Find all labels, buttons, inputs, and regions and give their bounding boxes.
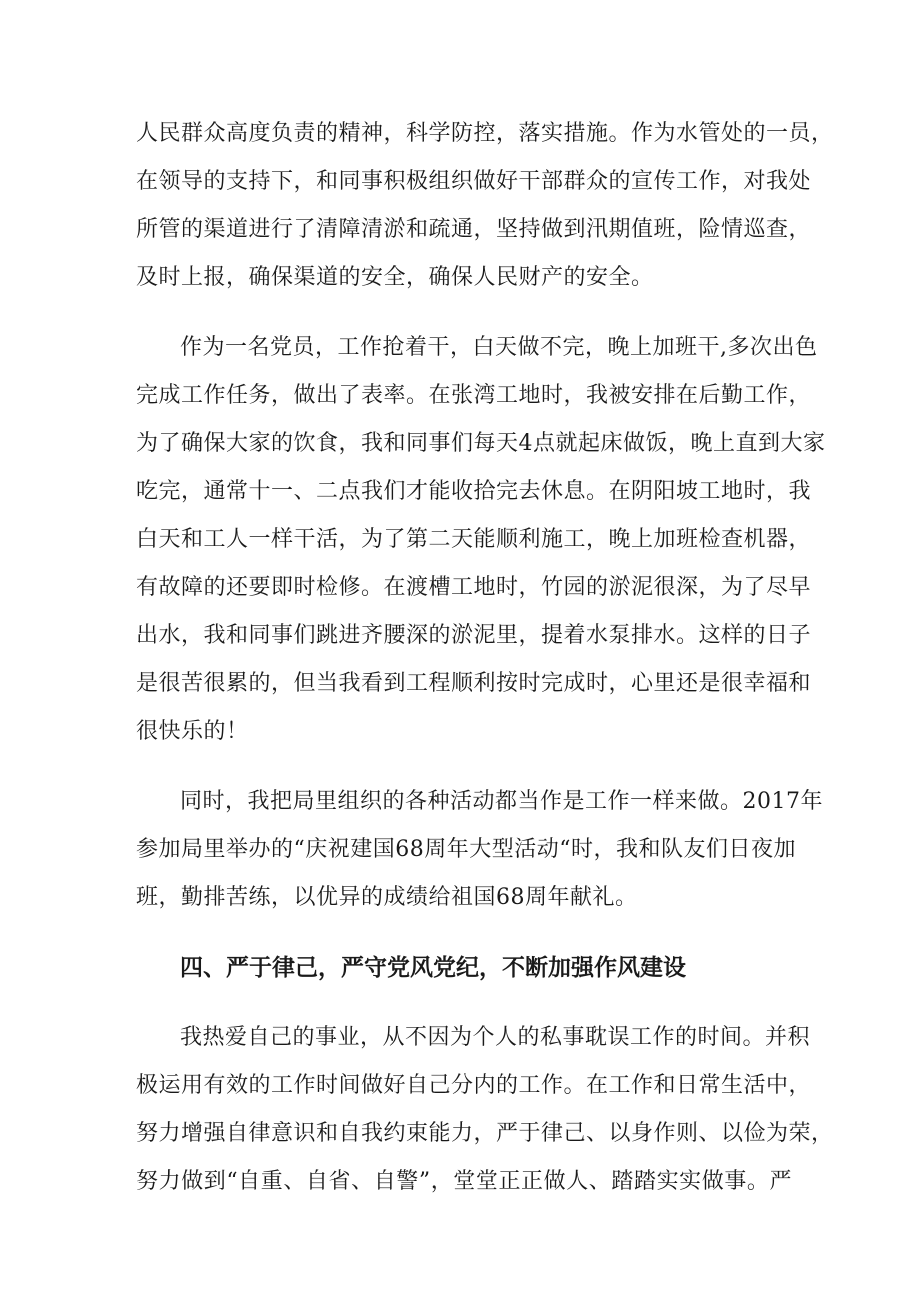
paragraph-4 — [136, 1014, 834, 1206]
text-line: 班，勤排苦练，以优异的成绩给祖国68周年献礼。 — [136, 885, 638, 910]
document-body — [136, 110, 834, 1206]
text-line: 很快乐的！ — [136, 719, 249, 744]
text-line: 白天和工人一样干活，为了第二天能顺利施工，晚上加班检查机器， — [136, 527, 812, 552]
text-line: 有故障的还要即时检修。在渡槽工地时，竹园的淤泥很深，为了尽早 — [136, 575, 812, 600]
text-line: 参加局里举办的“庆祝建国68周年大型活动“时，我和队友们日夜加 — [136, 837, 796, 862]
text-line: 努力做到“自重、自省、自警”，堂堂正正做人、踏踏实实做事。严 — [136, 1169, 792, 1194]
text-line: 极运用有效的工作时间做好自己分内的工作。在工作和日常生活中， — [136, 1073, 812, 1098]
text-line: 为了确保大家的饮食，我和同事们每天4点就起床做饭，晚上直到大家 — [136, 431, 826, 456]
text-line: 努力增强自律意识和自我约束能力，严于律己、以身作则、以俭为荣， — [136, 1121, 834, 1146]
text-line: 人民群众高度负责的精神，科学防控，落实措施。作为水管处的一员， — [136, 121, 834, 146]
text-line: 出水，我和同事们跳进齐腰深的淤泥里，提着水泵排水。这样的日子 — [136, 623, 812, 648]
text-line: 作为一名党员，工作抢着干，白天做不完，晚上加班干,多次出色 — [180, 335, 818, 360]
text-line: 是很苦很累的，但当我看到工程顺利按时完成时，心里还是很幸福和 — [136, 671, 812, 696]
text-line: 完成工作任务，做出了表率。在张湾工地时，我被安排在后勤工作， — [136, 383, 812, 408]
text-line: 及时上报，确保渠道的安全，确保人民财产的安全。 — [136, 265, 654, 290]
text-line: 所管的渠道进行了清障清淤和疏通，坚持做到汛期值班，险情巡查， — [136, 217, 812, 242]
section-heading: 四、严于律己，严守党风党纪，不断加强作风建设 — [180, 954, 686, 981]
text-line: 在领导的支持下，和同事积极组织做好干部群众的宣传工作，对我处 — [136, 169, 812, 194]
text-line: 吃完，通常十一、二点我们才能收拾完去休息。在阴阳坡工地时，我 — [136, 479, 812, 504]
paragraph-2 — [136, 324, 826, 756]
text-line: 同时，我把局里组织的各种活动都当作是工作一样来做。2017年 — [180, 789, 823, 814]
paragraph-1 — [136, 110, 834, 302]
text-line: 我热爱自己的事业，从不因为个人的私事耽误工作的时间。并积 — [180, 1025, 811, 1050]
paragraph-3 — [136, 778, 823, 922]
